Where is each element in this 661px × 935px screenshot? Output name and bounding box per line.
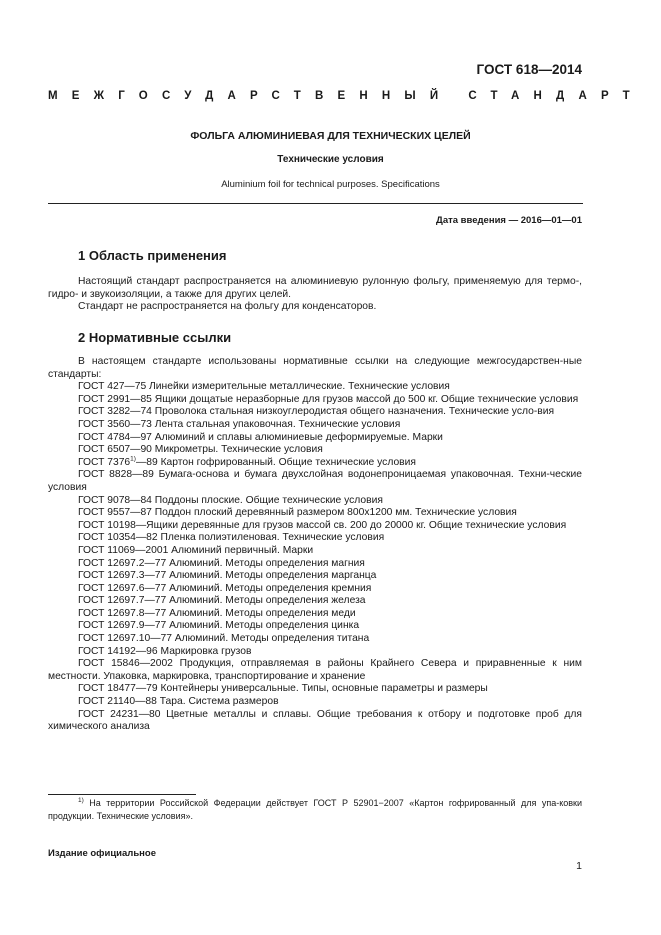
reference-item: ГОСТ 10198—Ящики деревянные для грузов массой св. 200 до 20000 кг. Общие технические условия (78, 519, 567, 531)
reference-item: ГОСТ 12697.8—77 Алюминий. Методы определения меди (78, 607, 356, 619)
english-title: Aluminium foil for technical purposes. Specifications (221, 179, 440, 190)
reference-item: ГОСТ 15846—2002 Продукция, отправляемая в районы Крайнего Севера и приравненные к ним местности. Упаковка, маркировка, транспортирование и хранение (48, 658, 582, 682)
reference-item: ГОСТ 9557—87 Поддон плоский деревянный размером 800х1200 мм. Технические условия (78, 507, 517, 519)
reference-item: ГОСТ 9078—84 Поддоны плоские. Общие технические условия (78, 494, 383, 506)
reference-item: ГОСТ 10354—82 Пленка полиэтиленовая. Технические условия (78, 532, 385, 544)
document-title: ФОЛЬГА АЛЮМИНИЕВАЯ ДЛЯ ТЕХНИЧЕСКИХ ЦЕЛЕЙ (190, 130, 471, 142)
footnote-text: На территории Российской Федерации действует ГОСТ Р 52901−2007 «Картон гофрированный для упа-ковки продукции. Технические условия». (48, 798, 582, 821)
section-1-body (48, 276, 582, 314)
reference-item: ГОСТ 12697.9—77 Алюминий. Методы определения цинка (78, 620, 360, 632)
official-edition-label: Издание официальное (48, 848, 156, 859)
reference-item: ГОСТ 24231—80 Цветные металлы и сплавы. Общие требования к отбору и подготовке проб для химического анализа (48, 708, 582, 733)
footnote-mark: 1) (78, 797, 84, 804)
reference-item: ГОСТ 8828—89 Бумага-основа и бумага двухслойная водонепроницаемая упаковочная. Техни-ческие условия (48, 469, 582, 493)
reference-item: ГОСТ 12697.2—77 Алюминий. Методы определения магния (78, 557, 365, 569)
reference-item: ГОСТ 3560—73 Лента стальная упаковочная. Технические условия (78, 418, 401, 430)
document-subtitle: Технические условия (277, 154, 384, 165)
reference-item: ГОСТ 12697.10—77 Алюминий. Методы определения титана (78, 633, 370, 645)
reference-item: ГОСТ 21140—88 Тара. Система размеров (78, 696, 279, 708)
section-1-paragraph: Стандарт не распространяется на фольгу для конденсаторов. (78, 301, 377, 313)
footnote-text-line (48, 797, 582, 822)
reference-item: ГОСТ 12697.7—77 Алюминий. Методы определения железа (78, 595, 366, 607)
footnote-marker: 1) (130, 455, 136, 463)
reference-item: ГОСТ 11069—2001 Алюминий первичный. Марки (78, 544, 314, 556)
reference-item: ГОСТ 3282—74 Проволока стальная низкоуглеродистая общего назначения. Технические усло-вия (78, 406, 555, 418)
reference-item: ГОСТ 2991—85 Ящики дощатые неразборные для грузов массой до 500 кг. Общие технические условия (78, 393, 579, 405)
interstate-standard-banner (48, 90, 644, 102)
section-2-heading: 2 Нормативные ссылки (78, 330, 232, 345)
title-divider (48, 203, 583, 204)
interstate-word: МЕЖГОСУДАРСТВЕННЫЙ (48, 90, 453, 102)
section-1-paragraph: Настоящий стандарт распространяется на алюминиевую рулонную фольгу, применяемую для термо-, гидро- и звукоизоляции, а также для других целей. (48, 276, 582, 300)
reference-code: ГОСТ 7376 (78, 456, 131, 468)
footnote (48, 797, 582, 822)
reference-item (48, 457, 582, 470)
section-1-heading: 1 Область применения (78, 248, 227, 263)
reference-item: ГОСТ 12697.6—77 Алюминий. Методы определения кремния (78, 582, 372, 594)
reference-item: ГОСТ 6507—90 Микрометры. Технические условия (78, 444, 323, 456)
section-2-intro: В настоящем стандарте использованы нормативные ссылки на следующие межгосударствен-ные стандарты: (48, 356, 582, 380)
reference-item: ГОСТ 12697.3—77 Алюминий. Методы определения марганца (78, 570, 377, 582)
reference-item: ГОСТ 4784—97 Алюминий и сплавы алюминиевые деформируемые. Марки (78, 431, 443, 443)
reference-title: —89 Картон гофрированный. Общие технические условия (135, 456, 416, 468)
document-code: ГОСТ 618—2014 (476, 62, 582, 77)
reference-item: ГОСТ 18477—79 Контейнеры универсальные. Типы, основные параметры и размеры (78, 683, 488, 695)
standard-word: СТАНДАРТ (468, 90, 644, 102)
reference-item: ГОСТ 14192—96 Маркировка грузов (78, 645, 252, 657)
introduction-date: Дата введения — 2016—01—01 (436, 215, 582, 226)
footnote-divider (48, 794, 196, 795)
page-number: 1 (576, 860, 582, 872)
reference-item: ГОСТ 427—75 Линейки измерительные металлические. Технические условия (78, 381, 450, 393)
section-2-body (48, 356, 582, 734)
